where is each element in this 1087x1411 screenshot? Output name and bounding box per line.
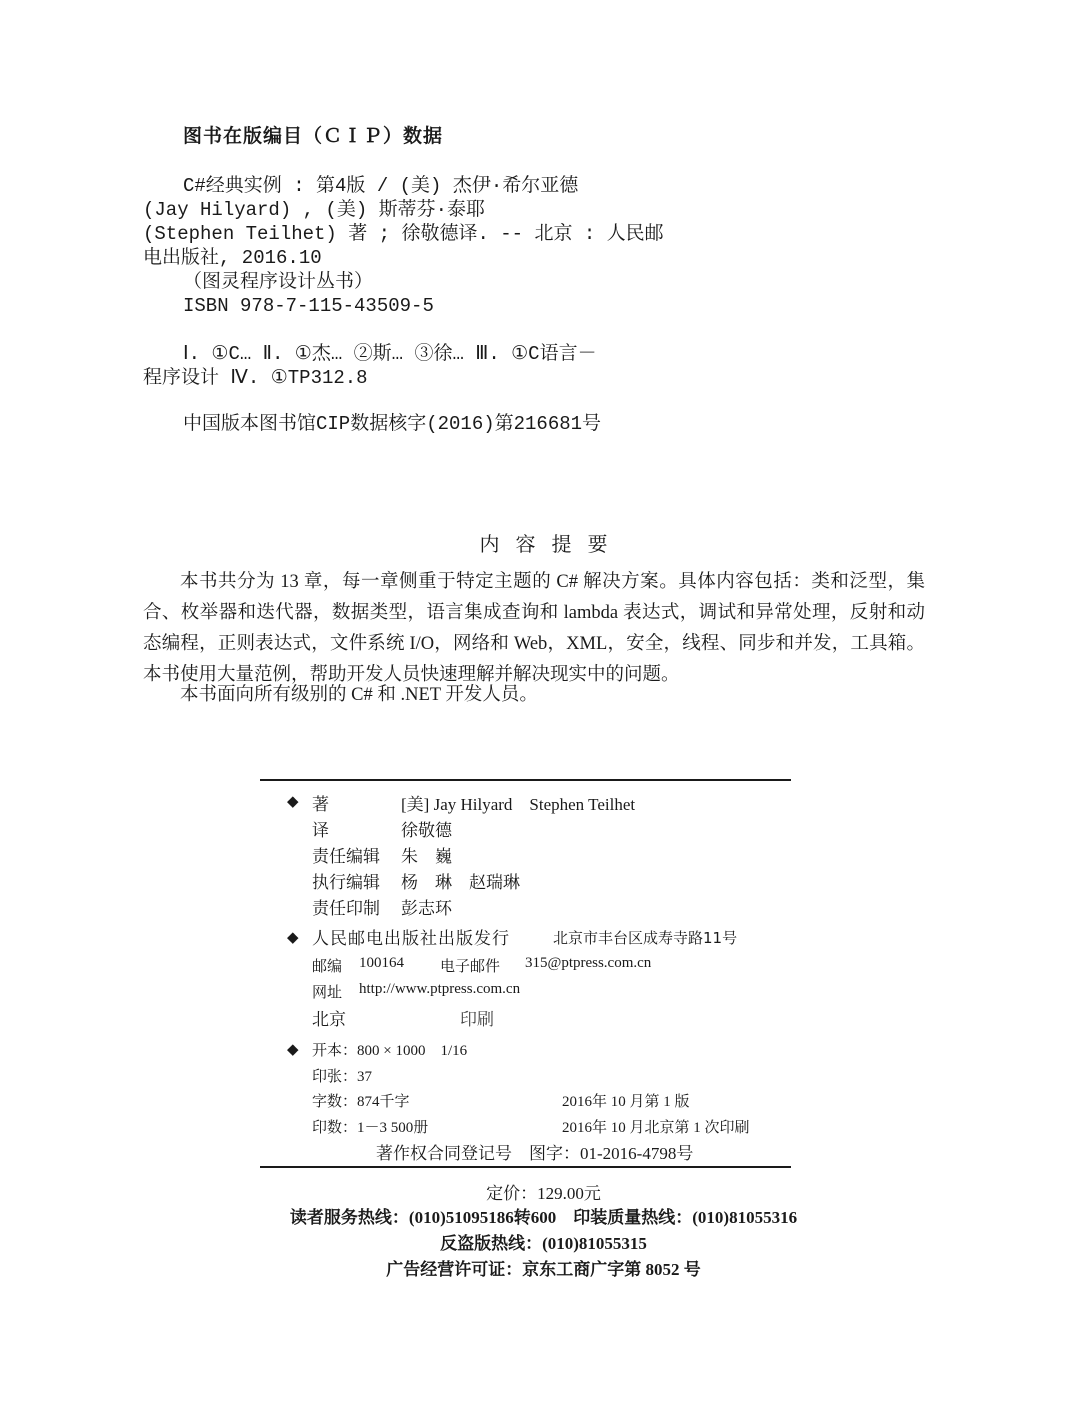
anti-piracy-hotline: 反盗版热线：(010)81055315: [440, 1234, 647, 1253]
credit-name-editor: 朱 巍: [401, 847, 452, 866]
price: 定价：129.00元: [486, 1184, 601, 1203]
spec-edition: 2016年 10 月第 1 版: [562, 1094, 690, 1110]
postcode-value: 100164: [359, 955, 404, 971]
spec-format: 开本：800 × 1000 1/16: [312, 1043, 468, 1059]
spec-printing: 2016年 10 月北京第 1 次印刷: [562, 1120, 750, 1136]
summary-paragraph-1: 本书共分为 13 章，每一章侧重于特定主题的 C# 解决方案。具体内容包括：类和泛型，集合、枚举器和迭代器，数据类型，语言集成查询和 lambda 表达式，调试和异常处理，反射和动态编程，正则表达式，文件系统 I/O，网络和 Web，XML，安全，线程、同步和并发，工具箱。本书使用大量范例，帮助开发人员快速理解并解决现实中的问题。: [143, 572, 925, 685]
cip-line-5: （图灵程序设计丛书）: [183, 271, 374, 293]
bottom-rule: [260, 1166, 791, 1168]
copyright-registration: 著作权合同登记号 图字：01-2016-4798号: [376, 1144, 694, 1163]
credit-name-print-manager: 彭志环: [401, 899, 452, 918]
email-value: 315@ptpress.com.cn: [525, 955, 652, 971]
credit-name-translator: 徐敬德: [401, 821, 452, 840]
bullet-icon: ◆: [287, 1042, 299, 1058]
summary-title: 内容提要: [479, 532, 624, 556]
summary-paragraph-2: 本书面向所有级别的 C# 和 .NET 开发人员。: [180, 685, 538, 705]
spec-print-run: 印数：1－3 500册: [312, 1120, 429, 1136]
spec-words: 字数：874千字: [312, 1094, 410, 1110]
cip-line-2: (Jay Hilyard) , (美) 斯蒂芬·泰耶: [143, 199, 486, 221]
bullet-icon: ◆: [287, 794, 299, 810]
publisher-name: 人民邮电出版社出版发行: [312, 929, 510, 949]
cip-line-1: C#经典实例 : 第4版 / (美) 杰伊·希尔亚德: [183, 175, 579, 197]
service-hotlines: 读者服务热线：(010)51095186转600 印装质量热线：(010)81055316: [289, 1208, 798, 1227]
cip-line-3: (Stephen Teilhet) 著 ; 徐敬德译. -- 北京 : 人民邮: [143, 223, 664, 245]
bullet-icon: ◆: [287, 930, 299, 946]
website-label: 网址: [312, 985, 343, 1001]
credit-role-translator: 译: [312, 821, 329, 840]
publisher-address: 北京市丰台区成寿寺路11号: [553, 929, 738, 947]
email-label: 电子邮件: [440, 959, 501, 975]
credit-role-editor: 责任编辑: [312, 847, 380, 866]
print-city: 北京: [312, 1010, 346, 1029]
credit-role-exec-editor: 执行编辑: [312, 873, 380, 892]
cip-isbn: ISBN 978-7-115-43509-5: [183, 295, 434, 317]
cip-line-4: 电出版社, 2016.10: [143, 247, 322, 269]
ad-license: 广告经营许可证：京东工商广字第 8052 号: [386, 1260, 701, 1279]
spec-sheets: 印张：37: [312, 1069, 373, 1085]
cip-number: 中国版本图书馆CIP数据核字(2016)第216681号: [183, 413, 602, 435]
credit-role-print-manager: 责任印制: [312, 899, 380, 918]
print-label: 印刷: [460, 1010, 494, 1029]
cip-classification-2: 程序设计 Ⅳ. ①TP312.8: [143, 367, 368, 389]
cip-classification-1: Ⅰ. ①C… Ⅱ. ①杰… ②斯… ③徐… Ⅲ. ①C语言－: [183, 343, 597, 365]
credit-role-author: 著: [312, 795, 329, 814]
credit-name-exec-editor: 杨 琳 赵瑞琳: [401, 873, 520, 892]
top-rule: [260, 779, 791, 781]
cip-title: 图书在版编目（ＣＩＰ）数据: [183, 125, 444, 147]
postcode-label: 邮编: [312, 959, 343, 975]
credit-name-author: [美] Jay Hilyard Stephen Teilhet: [401, 795, 636, 814]
website-value: http://www.ptpress.com.cn: [359, 981, 521, 997]
